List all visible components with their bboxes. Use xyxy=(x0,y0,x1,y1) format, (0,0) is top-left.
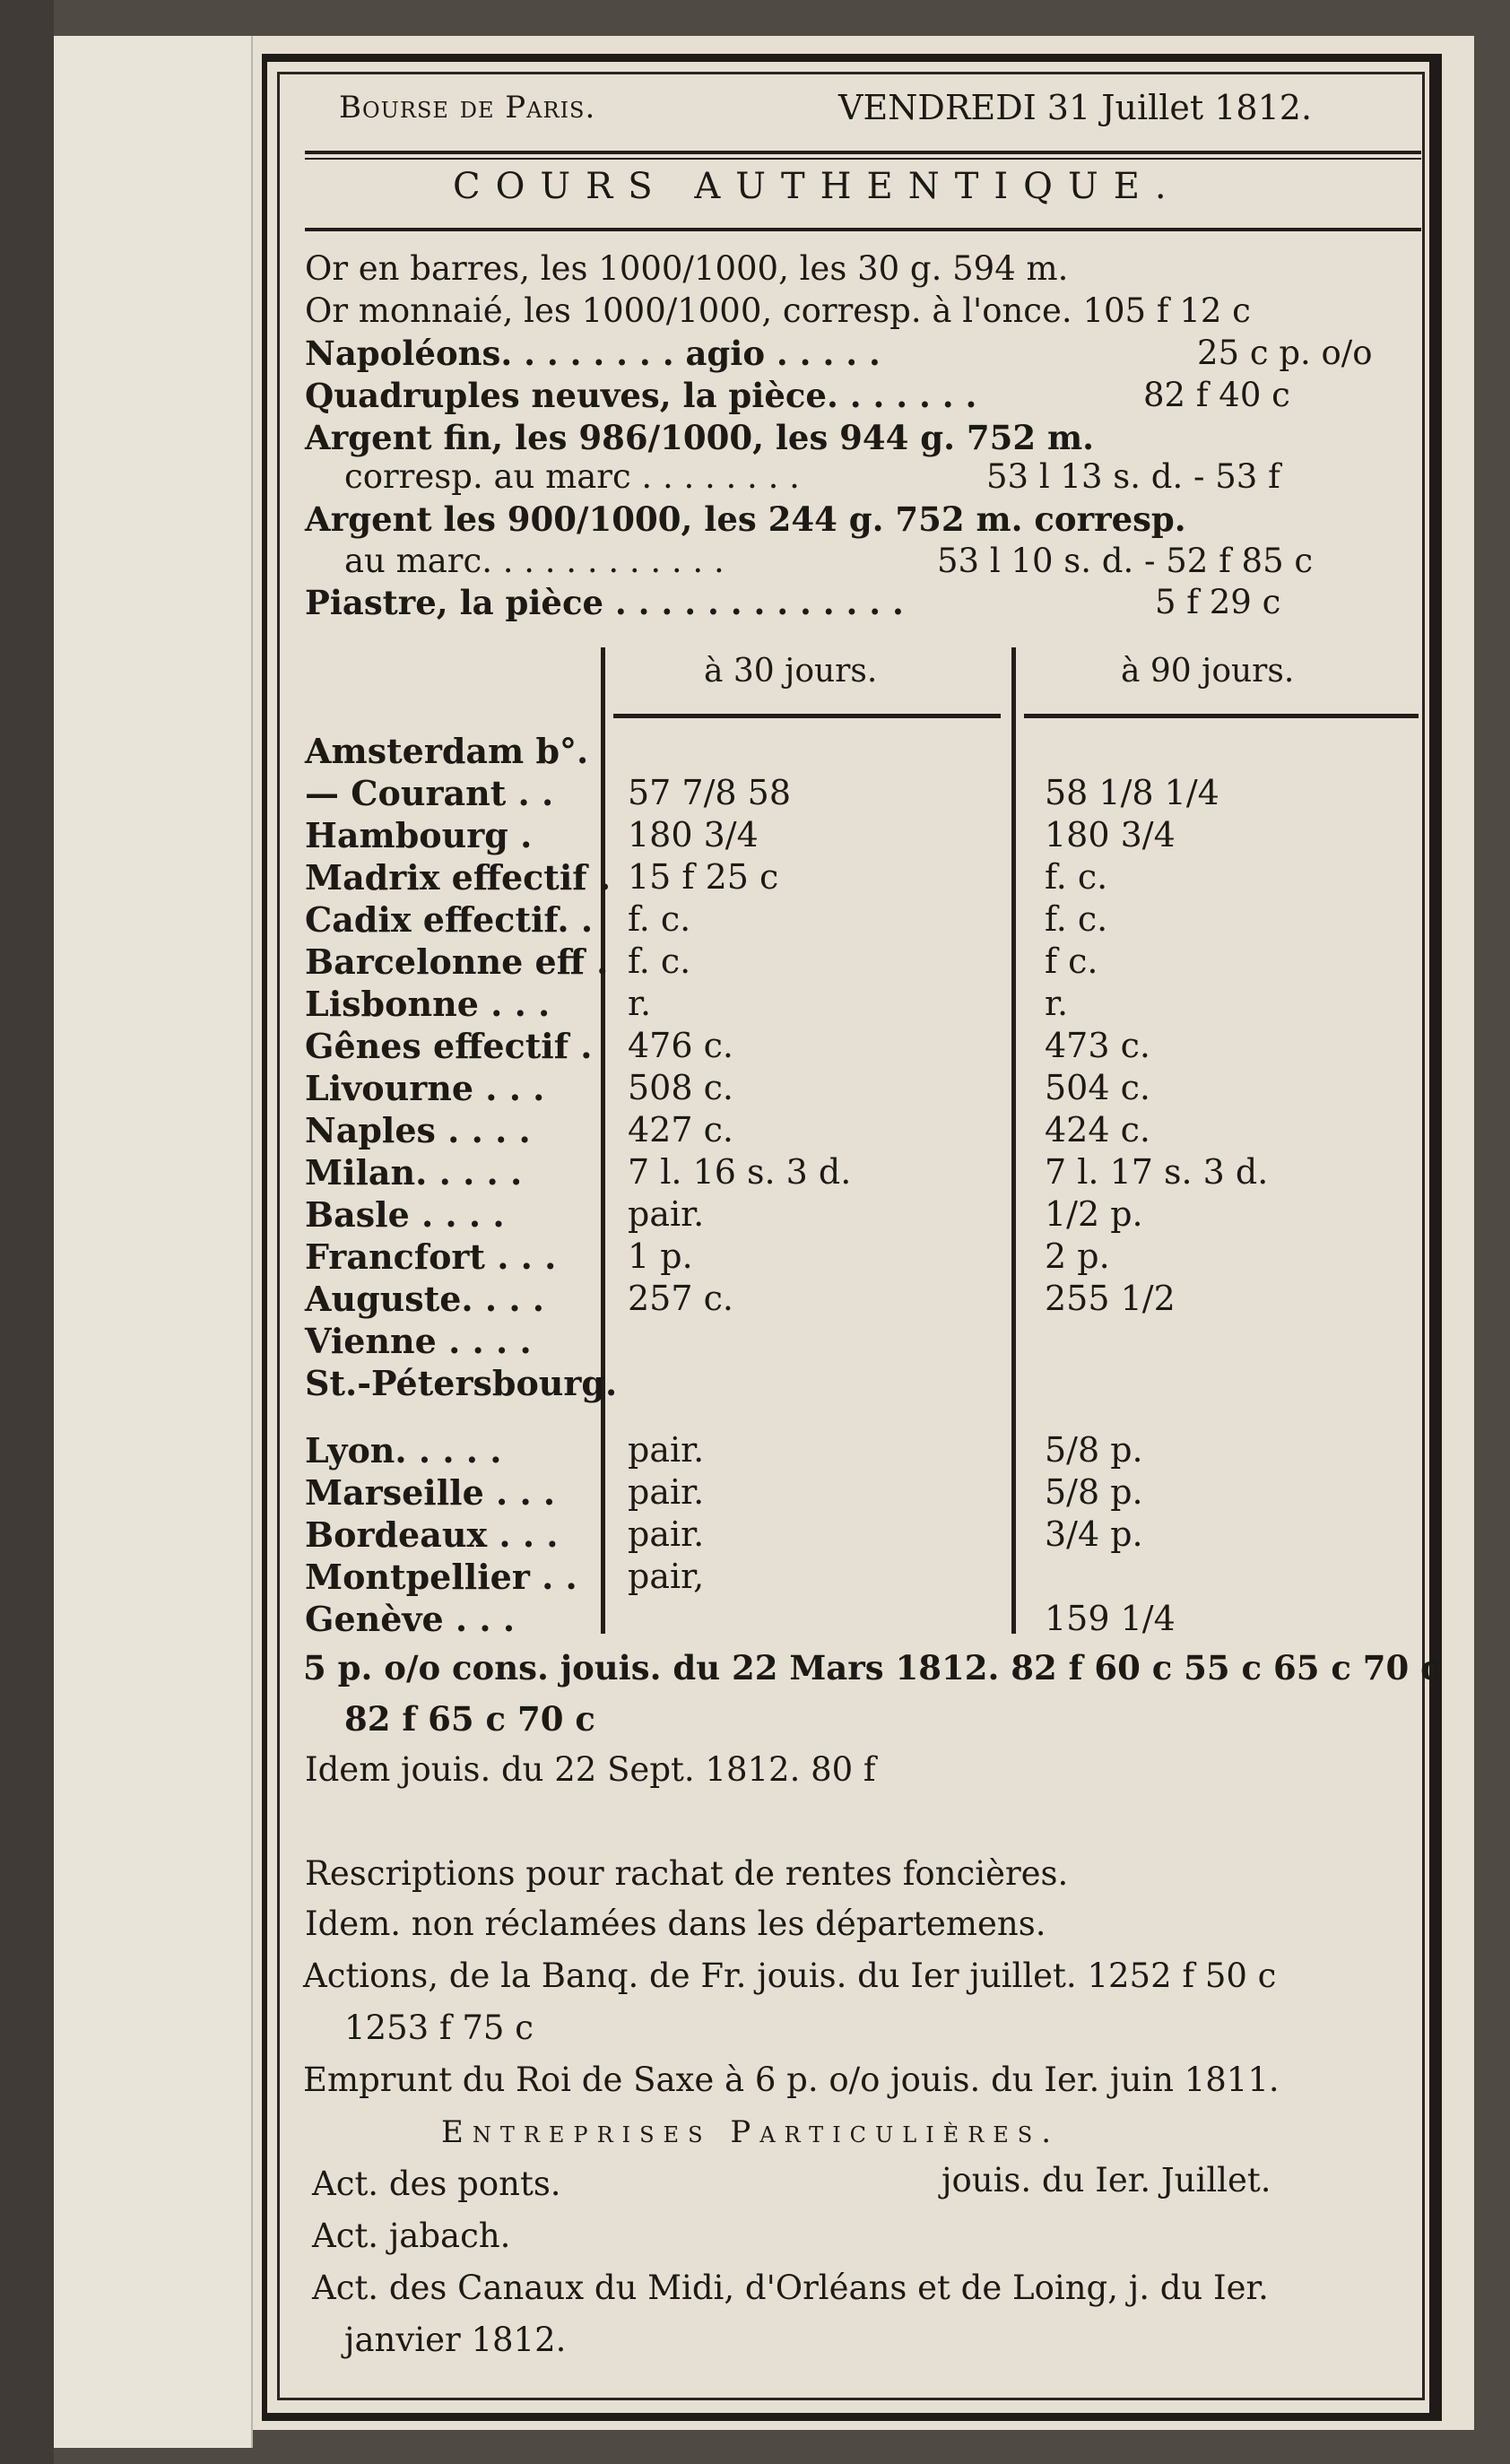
price-line: Or en barres, les 1000/1000, les 30 g. 594 m. xyxy=(305,249,1069,288)
price-label: Piastre, la pièce . . . . . . . . . . . . . xyxy=(305,583,904,622)
rate-30-days: 57 7/8 58 xyxy=(628,773,792,812)
table-divider-left xyxy=(601,647,605,1634)
price-value: 53 l 13 s. d. - 53 f xyxy=(986,457,1280,496)
exchange-city: Barcelonne eff . xyxy=(305,941,609,982)
header-underline-90 xyxy=(1024,714,1419,718)
exchange-city: Naples . . . . xyxy=(305,1110,531,1150)
enterprise-line: janvier 1812. xyxy=(344,2321,567,2359)
rate-90-days: 58 1/8 1/4 xyxy=(1045,773,1219,812)
rate-30-days: pair. xyxy=(628,1472,705,1512)
rate-30-days: 15 f 25 c xyxy=(628,857,779,897)
exchange-city: Basle . . . . xyxy=(305,1194,505,1235)
rate-30-days: 427 c. xyxy=(628,1110,733,1150)
header-bourse: Bourse de Paris. xyxy=(339,90,596,126)
rate-90-days: 2 p. xyxy=(1045,1236,1110,1276)
rate-90-days: 424 c. xyxy=(1045,1110,1150,1150)
rate-90-days: 5/8 p. xyxy=(1045,1430,1143,1470)
exchange-city: Amsterdam b°. xyxy=(305,731,589,771)
rate-30-days: 476 c. xyxy=(628,1026,733,1065)
facing-page-edge xyxy=(54,36,253,2448)
header-rule-thin xyxy=(305,158,1421,160)
rate-30-days: 180 3/4 xyxy=(628,815,759,855)
exchange-city: Cadix effectif. . xyxy=(305,899,594,940)
enterprise-line: Act. jabach. xyxy=(312,2217,511,2255)
enterprise-line: Act. des Canaux du Midi, d'Orléans et de Loing, j. du Ier. xyxy=(312,2269,1269,2307)
rate-30-days: 7 l. 16 s. 3 d. xyxy=(628,1152,852,1192)
rate-30-days: 508 c. xyxy=(628,1068,733,1107)
book-gutter xyxy=(0,0,54,2464)
section-title: COURS AUTHENTIQUE. xyxy=(453,166,1182,207)
price-line: Argent fin, les 986/1000, les 944 g. 752 m. xyxy=(305,418,1095,457)
exchange-city: Marseille . . . xyxy=(305,1472,556,1513)
exchange-city: Francfort . . . xyxy=(305,1236,557,1277)
rate-30-days: pair. xyxy=(628,1514,705,1554)
exchange-city: Gênes effectif . xyxy=(305,1026,593,1066)
rate-90-days: 473 c. xyxy=(1045,1026,1150,1065)
enterprises-title: Entreprises Particulières. xyxy=(441,2114,1061,2150)
exchange-city: Vienne . . . . xyxy=(305,1321,532,1361)
exchange-city: Lisbonne . . . xyxy=(305,984,551,1024)
rate-30-days: f. c. xyxy=(628,941,691,981)
rate-90-days: 159 1/4 xyxy=(1045,1599,1176,1638)
exchange-city: Hambourg . xyxy=(305,815,533,855)
rate-90-days: f c. xyxy=(1045,941,1098,981)
title-rule xyxy=(305,228,1421,231)
enterprise-line: Act. des ponts. xyxy=(312,2165,561,2203)
price-label: au marc. . . . . . . . . . . . xyxy=(344,542,725,580)
price-line: Or monnaié, les 1000/1000, corresp. à l'once. 105 f 12 c xyxy=(305,291,1251,330)
rate-30-days: pair. xyxy=(628,1194,705,1234)
exchange-city: Milan. . . . . xyxy=(305,1152,523,1193)
exchange-city: Bordeaux . . . xyxy=(305,1514,559,1555)
column-header-30-days: à 30 jours. xyxy=(704,653,878,690)
rate-30-days: 257 c. xyxy=(628,1279,733,1318)
fund-line: Rescriptions pour rachat de rentes foncières. xyxy=(305,1854,1069,1893)
price-value: 82 f 40 c xyxy=(1143,376,1290,414)
rate-90-days: 1/2 p. xyxy=(1045,1194,1143,1234)
fund-line: Emprunt du Roi de Saxe à 6 p. o/o jouis. du Ier. juin 1811. xyxy=(303,2061,1280,2099)
header-rule xyxy=(305,151,1421,154)
column-header-90-days: à 90 jours. xyxy=(1121,653,1295,690)
rate-90-days: 255 1/2 xyxy=(1045,1279,1176,1318)
rate-30-days: r. xyxy=(628,984,652,1023)
rate-90-days: 3/4 p. xyxy=(1045,1514,1143,1554)
rate-90-days: r. xyxy=(1045,984,1069,1023)
fund-line: Idem jouis. du 22 Sept. 1812. 80 f xyxy=(305,1750,876,1789)
header-date: VENDREDI 31 Juillet 1812. xyxy=(838,88,1313,127)
price-value: 53 l 10 s. d. - 52 f 85 c xyxy=(937,542,1314,580)
fund-line: Actions, de la Banq. de Fr. jouis. du Ier juillet. 1252 f 50 c xyxy=(303,1956,1277,1995)
price-label: corresp. au marc . . . . . . . . xyxy=(344,457,800,496)
exchange-city: Lyon. . . . . xyxy=(305,1430,502,1471)
rate-90-days: 7 l. 17 s. 3 d. xyxy=(1045,1152,1269,1192)
rate-30-days: pair. xyxy=(628,1430,705,1470)
rate-90-days: 180 3/4 xyxy=(1045,815,1176,855)
rate-30-days: f. c. xyxy=(628,899,691,939)
rate-90-days: 5/8 p. xyxy=(1045,1472,1143,1512)
exchange-city: Livourne . . . xyxy=(305,1068,545,1108)
rate-90-days: f. c. xyxy=(1045,857,1108,897)
exchange-city: St.-Pétersbourg. xyxy=(305,1363,618,1403)
price-value: 5 f 29 c xyxy=(1155,583,1281,621)
fund-line: Idem. non réclamées dans les départemens. xyxy=(305,1904,1046,1943)
fund-line: 5 p. o/o cons. jouis. du 22 Mars 1812. 82 f 60 c 55 c 65 c 70 c xyxy=(303,1648,1441,1687)
price-label: Napoléons. . . . . . . . agio . . . . . xyxy=(305,334,881,373)
fund-line: 82 f 65 c 70 c xyxy=(344,1699,595,1739)
table-divider-right xyxy=(1011,647,1016,1634)
exchange-city: Montpellier . . xyxy=(305,1557,577,1597)
rate-30-days: pair, xyxy=(628,1557,705,1596)
rate-30-days: 1 p. xyxy=(628,1236,693,1276)
price-line: Argent les 900/1000, les 244 g. 752 m. corresp. xyxy=(305,499,1186,539)
exchange-city: — Courant . . xyxy=(305,773,554,813)
rate-90-days: 504 c. xyxy=(1045,1068,1150,1107)
exchange-city: Genève . . . xyxy=(305,1599,516,1639)
price-label: Quadruples neuves, la pièce. . . . . . . xyxy=(305,376,977,415)
exchange-city: Auguste. . . . xyxy=(305,1279,545,1319)
enterprise-line-right: jouis. du Ier. Juillet. xyxy=(942,2161,1271,2199)
fund-line: 1253 f 75 c xyxy=(344,2009,534,2047)
header-underline-30 xyxy=(613,714,1001,718)
exchange-city: Madrix effectif . xyxy=(305,857,612,898)
price-value: 25 c p. o/o xyxy=(1197,334,1373,372)
rate-90-days: f. c. xyxy=(1045,899,1108,939)
